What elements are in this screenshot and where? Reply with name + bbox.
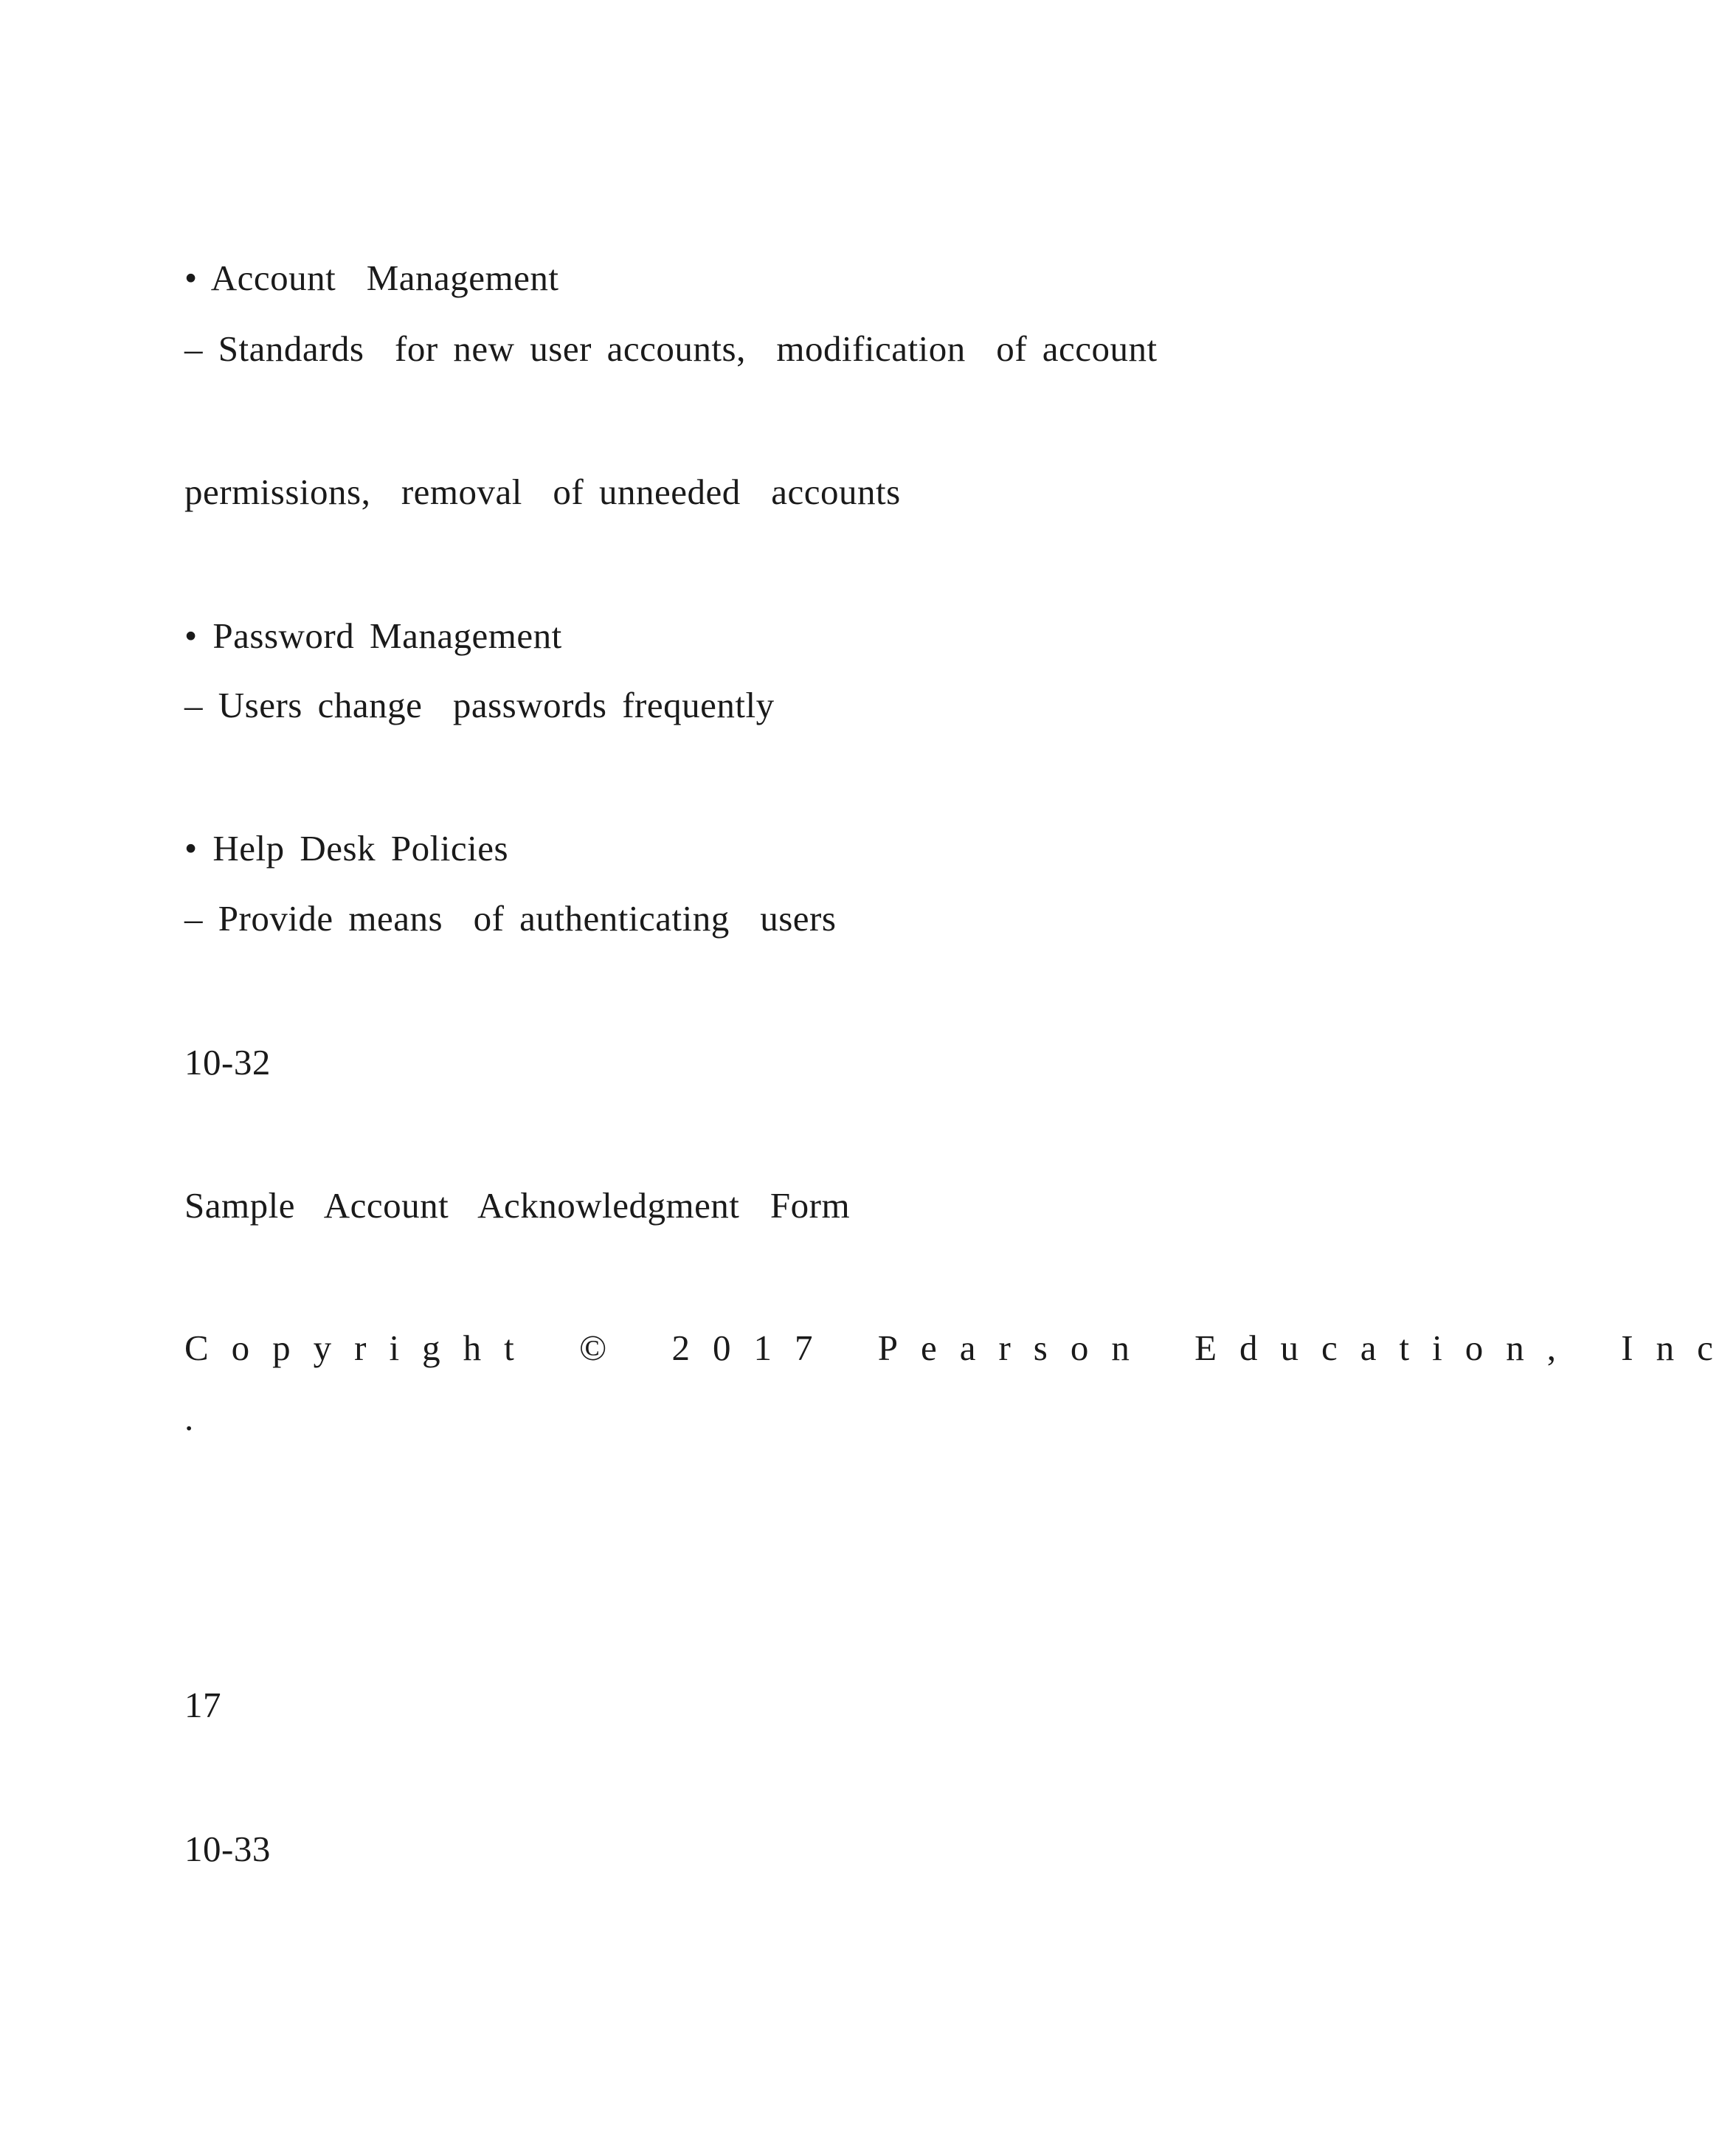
slide-number: 10-33	[184, 1829, 271, 1869]
copyright-notice: Copyright © 2017 Pearson Education, Inc	[184, 1328, 1736, 1368]
bullet-help-desk-policies: • Help Desk Policies	[184, 828, 509, 869]
slide-number: 10-32	[184, 1042, 271, 1083]
sub-bullet-account-standards: – Standards for new user accounts, modification of account	[184, 328, 1158, 369]
bullet-password-management: • Password Management	[184, 615, 562, 656]
page-number: 17	[184, 1685, 221, 1725]
bullet-account-management: • Account Management	[184, 258, 559, 298]
copyright-trailing-period: .	[184, 1398, 194, 1438]
slide-title: Sample Account Acknowledgment Form	[184, 1185, 851, 1226]
sub-bullet-password-change: – Users change passwords frequently	[184, 685, 775, 725]
sub-bullet-account-standards-continued: permissions, removal of unneeded accounts	[184, 472, 901, 512]
sub-bullet-authenticating-users: – Provide means of authenticating users	[184, 898, 837, 939]
